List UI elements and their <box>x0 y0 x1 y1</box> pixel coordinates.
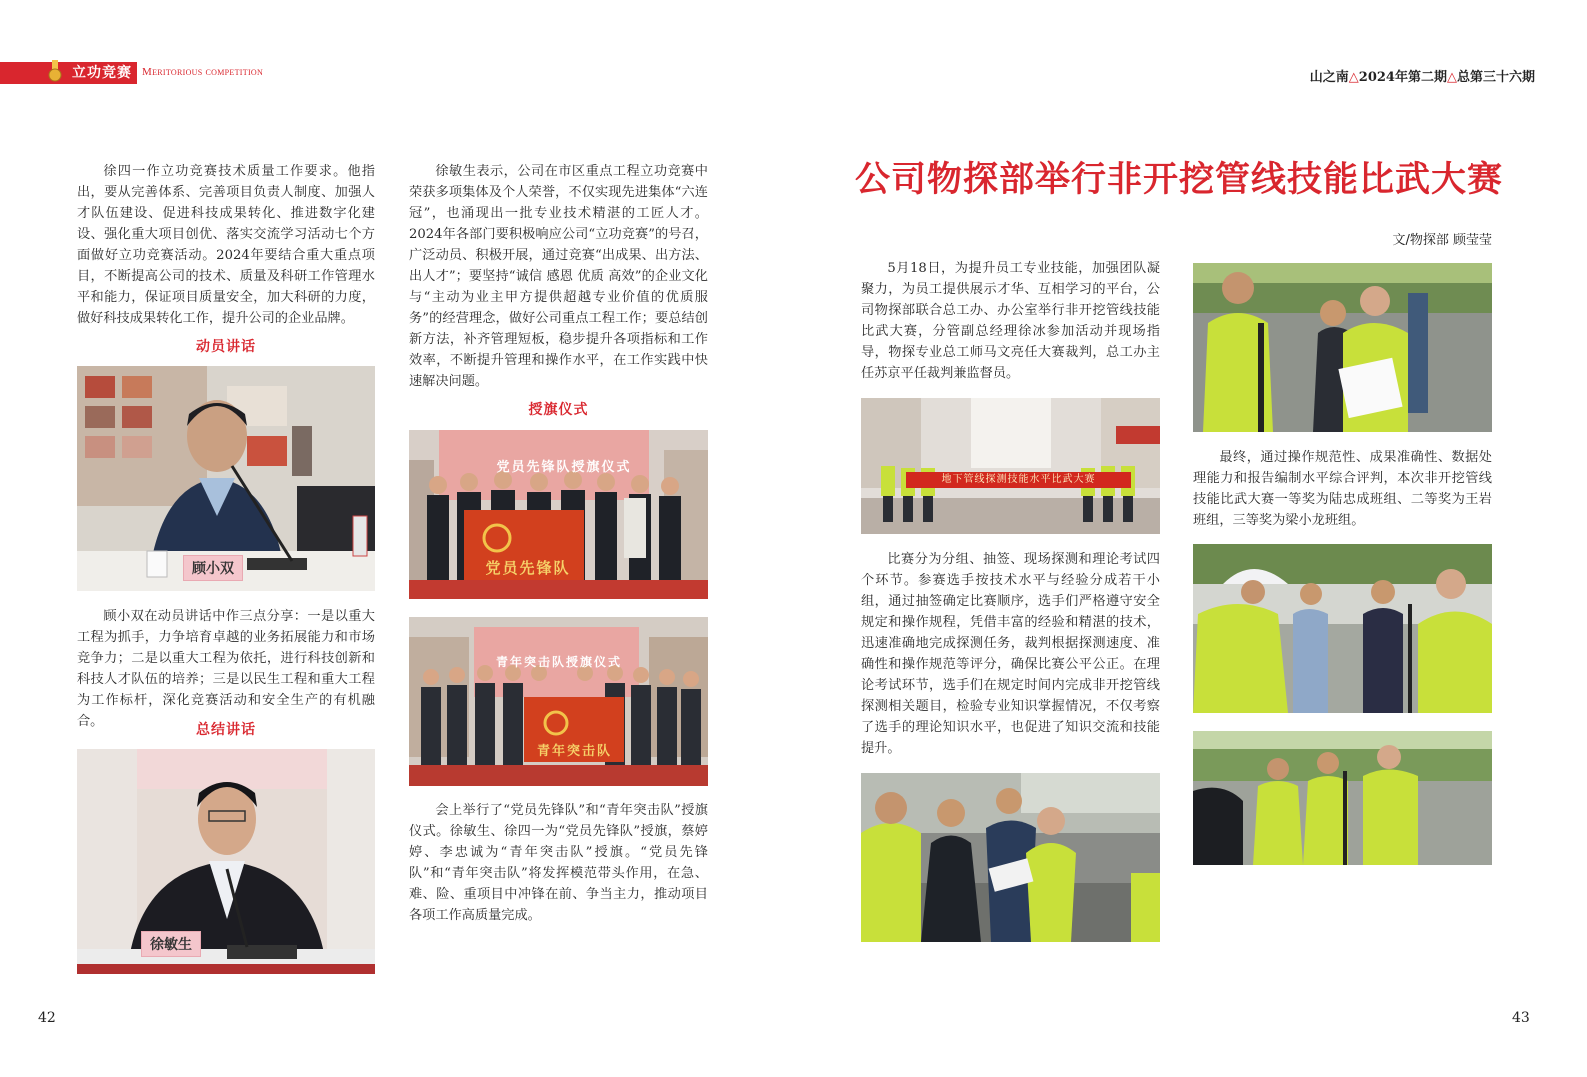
page-number-right: 43 <box>1512 1010 1530 1026</box>
article-title: 公司物探部举行非开挖管线技能比武大赛 <box>855 159 1504 200</box>
section-title-cn: 立功竞赛 <box>72 65 132 81</box>
photo-party-vanguard-flag <box>409 430 708 599</box>
right-col1-para2: 比赛分为分组、抽签、现场探测和理论考试四个环节。参赛选手按技术水平与经验分成若干小组，通过抽签确定比赛顺序，选手们严格遵守安全规定和操作规程，凭借丰富的经验和精湛的技术，迅速准确地完成探测任务，裁判根据探测速度、准确性和操作规范等评分，确保比赛公平公正。在理论考试环节，选手们在规定时间内完成非开挖管线探测相关题目，检验专业知识掌握情况，不仅考察了选手的理论知识水平，也促进了知识交流和技能提升。 <box>861 552 1160 756</box>
page-number-left: 42 <box>38 1010 56 1026</box>
caption-xu-minsheng: 徐敏生 <box>141 931 201 957</box>
photo-field-test-1 <box>861 773 1160 942</box>
screen-text-party: 党员先锋队授旗仪式 <box>496 460 632 475</box>
left-col1-para2: 顾小双在动员讲话中作三点分享：一是以重大工程为抓手，力争培育卓越的业务拓展能力和市场竞争力；二是以重大工程为依托，进行科技创新和科技人才队伍的培养；三是以民生工程和重大工程为工作标杆，深化竞赛活动和安全生产的有机融合。 <box>77 609 375 729</box>
right-col1-para1: 5月18日，为提升员工专业技能，加强团队凝聚力，为员工提供展示才华、互相学习的平台，公司物探部联合总工办、办公室举行非开挖管线技能比武大赛，分管副总经理徐冰参加活动并现场指导，物探专业总工师马文亮任大赛裁判，总工办主任苏京平任裁判兼监督员。 <box>861 261 1160 381</box>
left-col2-para2: 会上举行了“党员先锋队”和“青年突击队”授旗仪式。徐敏生、徐四一为“党员先锋队”授旗，蔡婷婷、李忠诚为“青年突击队”授旗。“党员先锋队”和“青年突击队”将发挥模范带头作用，在急、难、险、重项目中冲锋在前、争当主力，推动项目各项工作高质量完成。 <box>409 803 708 923</box>
subhead-mobilization: 动员讲话 <box>196 339 256 355</box>
screen-text-youth: 青年突击队授旗仪式 <box>495 655 622 669</box>
photo-youth-commando-flag <box>409 617 708 786</box>
subhead-flag-ceremony: 授旗仪式 <box>528 402 589 418</box>
caption-gu-xiaoshuang: 顾小双 <box>183 555 243 581</box>
photo-speaker-xu <box>77 749 375 974</box>
photo-field-test-3 <box>1193 544 1492 713</box>
separator-triangle: △ <box>1348 70 1359 85</box>
subhead-summary: 总结讲话 <box>196 722 256 738</box>
issue-total: 总第三十六期 <box>1456 70 1535 85</box>
issue-info <box>1310 66 1535 85</box>
flag-text-youth: 青年突击队 <box>536 744 612 759</box>
section-title-en: Meritorious competition <box>142 66 264 78</box>
photo-group-banner <box>861 398 1160 534</box>
separator-triangle: △ <box>1446 70 1457 85</box>
magazine-name: 山之南 <box>1309 70 1349 85</box>
photo-field-test-2 <box>1193 263 1492 432</box>
right-col2-para1: 最终，通过操作规范性、成果准确性、数据处理能力和报告编制水平综合评判，本次非开挖管线技能比武大赛一等奖为陆忠成班组、二等奖为王岩班组，三等奖为梁小龙班组。 <box>1193 450 1492 528</box>
photo-speaker-gu <box>77 366 375 591</box>
flag-text-party: 党员先锋队 <box>485 559 571 577</box>
left-col2-para1: 徐敏生表示，公司在市区重点工程立功竞赛中荣获多项集体及个人荣誉，不仅实现先进集体“六连冠”，也涌现出一批专业技术精湛的工匠人才。2024年各部门要积极响应公司“立功竞赛”的号召，广泛动员、积极开展，通过竞赛“出成果、出方法、出人才”；要坚持“诚信 感恩 优质 高效”的企业文化与“主动为业主甲方提供超越专业价值的优质服务”的经营理念，做好公司重点工程工作；要总结创新方法，补齐管理短板，稳步提升各项指标和工作效率，不断提升管理和操作水平，在工作实践中快速解决问题。 <box>409 164 708 389</box>
photo-field-test-4 <box>1193 731 1492 865</box>
left-col1-para1: 徐四一作立功竞赛技术质量工作要求。他指出，要从完善体系、完善项目负责人制度、加强人才队伍建设、促进科技成果转化、推进数字化建设、强化重大项目创优、落实交流学习活动七个方面做好立功竞赛活动。2024年要结合重大重点项目，不断提高公司的技术、质量及科研工作管理水平和能力，保证项目质量安全，加大科研的力度，做好科技成果转化工作，提升公司的企业品牌。 <box>77 164 375 326</box>
article-byline: 文/物探部 顾莹莹 <box>1392 233 1492 248</box>
group-banner-text: 地下管线探测技能水平比武大赛 <box>941 474 1096 485</box>
medal-icon <box>48 60 62 82</box>
issue-year: 2024年第二期 <box>1358 70 1447 85</box>
